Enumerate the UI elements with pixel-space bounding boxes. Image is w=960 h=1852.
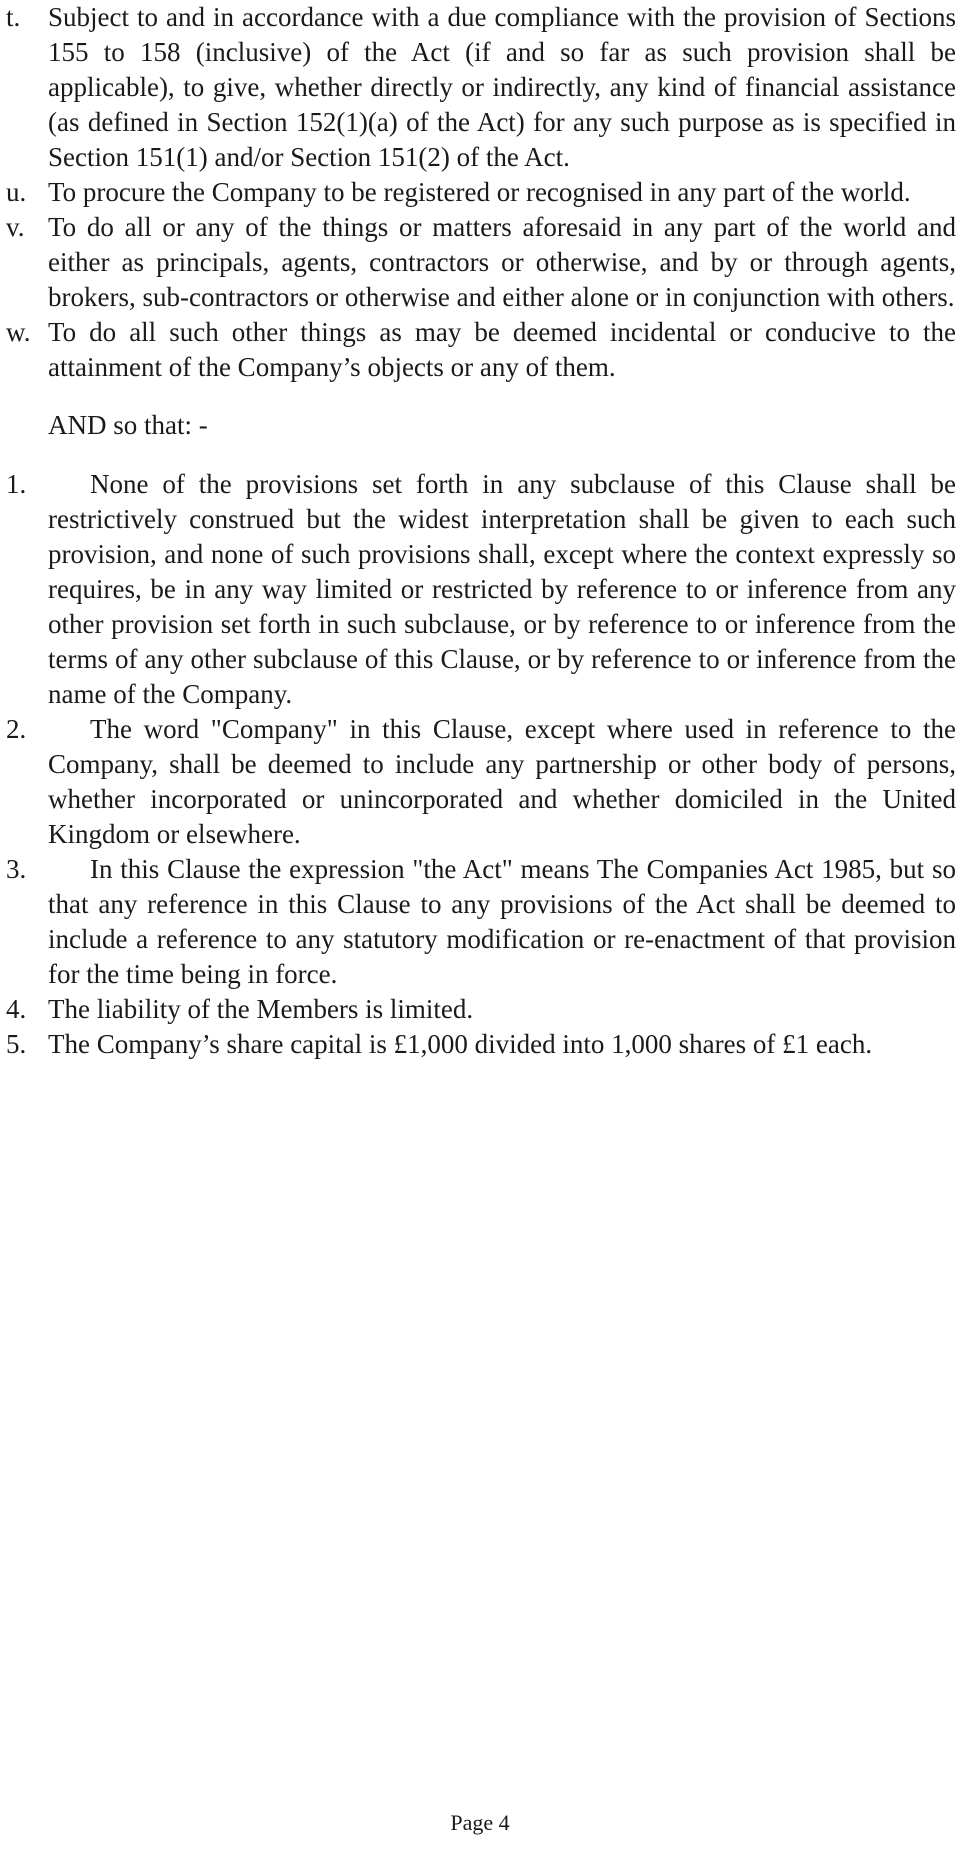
subclause-marker: u. — [6, 177, 27, 207]
subclause-marker: v. — [6, 212, 25, 242]
provision-5 — [6, 1027, 956, 1062]
provision-marker: 2. — [6, 714, 27, 744]
subclause-w — [6, 315, 956, 385]
subclause-text: To do all or any of the things or matters aforesaid in any part of the world and either as principals, agents, contractors or otherwise, and by or through agents, brokers, sub-contractors or otherwise and either alone or in conjunction with others. — [48, 212, 956, 312]
subclause-marker: t. — [6, 2, 21, 32]
provision-text: In this Clause the expression "the Act" means The Companies Act 1985, but so that any reference in this Clause to any provisions of the Act shall be deemed to include a reference to any statutory modification or re-enactment of that provision for the time being in force. — [48, 854, 956, 989]
subclause-v — [6, 210, 956, 315]
provision-text: The liability of the Members is limited. — [48, 994, 474, 1024]
provision-3 — [6, 852, 956, 992]
subclause-text: Subject to and in accordance with a due compliance with the provision of Sections 155 to 158 (inclusive) of the Act (if and so far as such provision shall be applicable), to give, whether directly or indirectly, any kind of financial assistance (as defined in Section 152(1)(a) of the Act) for any such purpose as is specified in Section 151(1) and/or Section 151(2) of the Act. — [48, 2, 956, 172]
provision-4 — [6, 992, 956, 1027]
provision-text: The word "Company" in this Clause, except where used in reference to the Company, shall be deemed to include any partnership or other body of persons, whether incorporated or unincorporated and whether domiciled in the United Kingdom or elsewhere. — [48, 714, 956, 849]
subclause-u — [6, 175, 956, 210]
subclause-t — [6, 0, 956, 175]
subclause-marker: w. — [6, 317, 31, 347]
clause-list — [6, 0, 956, 1062]
subclause-text: To procure the Company to be registered or recognised in any part of the world. — [48, 177, 911, 207]
provision-1 — [6, 467, 956, 712]
provision-marker: 4. — [6, 994, 27, 1024]
subclause-text: To do all such other things as may be deemed incidental or conducive to the attainment of the Company’s objects or any of them. — [48, 317, 956, 382]
provision-text: The Company’s share capital is £1,000 divided into 1,000 shares of £1 each. — [48, 1029, 873, 1059]
provision-marker: 1. — [6, 469, 27, 499]
provision-marker: 3. — [6, 854, 27, 884]
and-so-that-heading: AND so that: - — [48, 410, 208, 440]
provision-marker: 5. — [6, 1029, 27, 1059]
page-number: Page 4 — [450, 1810, 510, 1835]
provision-text: None of the provisions set forth in any subclause of this Clause shall be restrictively construed but the widest interpretation shall be given to each such provision, and none of such provisions shall, except where the context expressly so requires, be in any way limited or restricted by reference to or inference from any other provision set forth in such subclause, or by reference to or inference from the terms of any other subclause of this Clause, or by reference to or inference from the name of the Company. — [48, 469, 956, 709]
provision-2 — [6, 712, 956, 852]
